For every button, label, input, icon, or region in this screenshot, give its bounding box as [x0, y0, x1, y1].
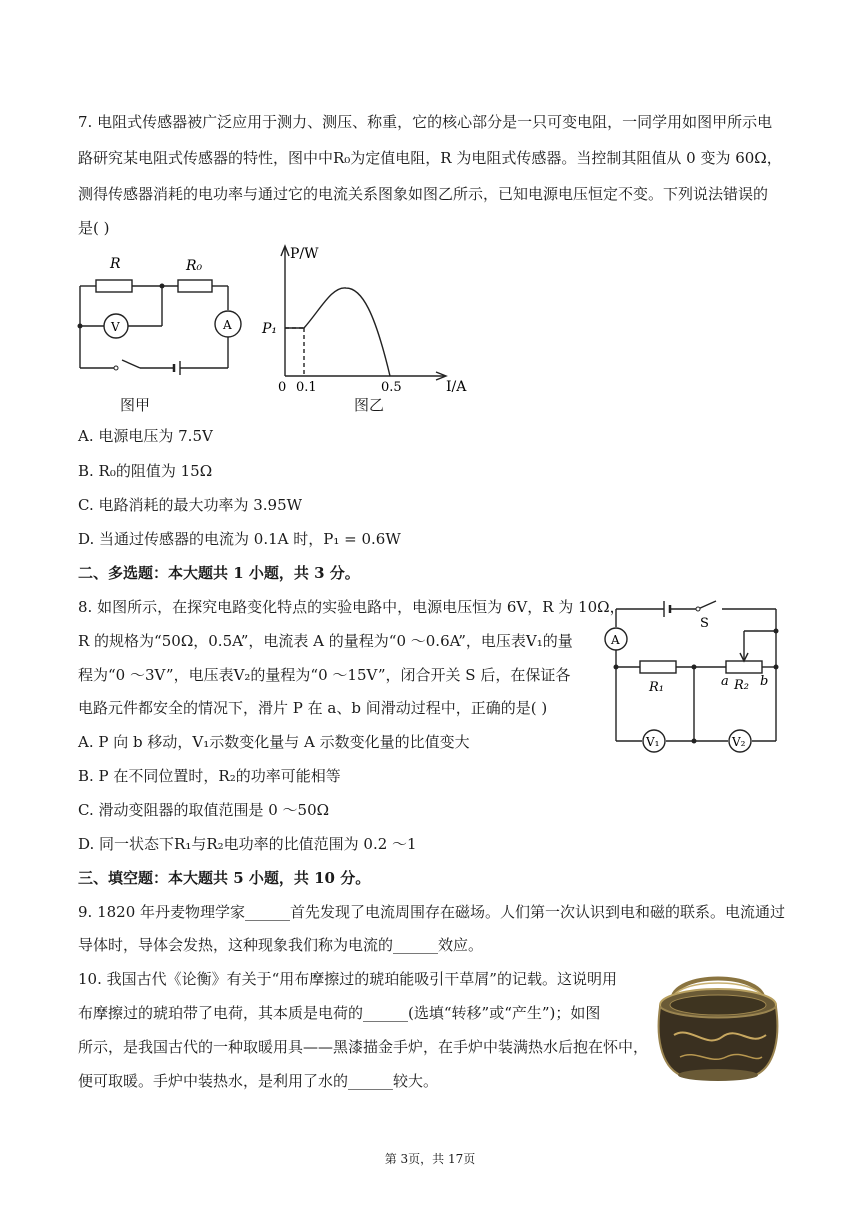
q7-line-1: 7. 电阻式传感器被广泛应用于测力、测压、称重，它的核心部分是一只可变电阻，一同学用如图甲所示电 — [78, 113, 773, 131]
q8-option-b: B. P 在不同位置时，R₂的功率可能相等 — [78, 767, 341, 785]
x-tick-0-1: 0.1 — [296, 380, 317, 394]
power-curve — [285, 288, 390, 376]
q8-ammeter-label: A — [611, 633, 620, 647]
q8-line-2: R 的规格为“50Ω，0.5A”，电流表 A 的量程为“0 ～0.6A”，电压表V₁的量 — [78, 632, 573, 650]
q8-line-3: 程为“0 ～3V”，电压表V₂的量程为“0 ～15V”，闭合开关 S 后，在保证各 — [78, 666, 571, 684]
q7-option-d: D. 当通过传感器的电流为 0.1A 时，P₁ = 0.6W — [78, 530, 401, 548]
q9-line-1: 9. 1820 年丹麦物理学家______首先发现了电流周围存在磁场。人们第一次认识到电和磁的联系。电流通过 — [78, 903, 786, 921]
q8-option-d: D. 同一状态下R₁与R₂电功率的比值范围为 0.2 ～1 — [78, 835, 417, 853]
page-footer: 第 3页，共 17页 — [384, 1152, 476, 1166]
q7-option-b: B. R₀的阻值为 15Ω — [78, 462, 213, 480]
label-r: R — [110, 256, 121, 272]
q7-option-c: C. 电路消耗的最大功率为 3.95W — [78, 496, 303, 514]
x-tick-0-5: 0.5 — [381, 380, 402, 394]
q8-line-4: 电路元件都安全的情况下，滑片 P 在 a、b 间滑动过程中，正确的是( ) — [78, 699, 548, 717]
q10-line-1: 10. 我国古代《论衡》有关于“用布摩擦过的琥珀能吸引干草屑”的记载。这说明用 — [78, 970, 617, 988]
ammeter-label: A — [223, 318, 232, 332]
circuit-figure-q8 — [596, 595, 786, 755]
label-r0: R₀ — [186, 258, 203, 274]
terminal-b-label: b — [760, 674, 769, 689]
q7-line-4: 是( ) — [78, 219, 110, 237]
y-axis-label: P/W — [290, 246, 319, 262]
q7-line-2: 路研究某电阻式传感器的特性，图中中R₀为定值电阻，R 为电阻式传感器。当控制其阻值从 0 变为 60Ω， — [78, 149, 782, 167]
r2-label: R₂ — [734, 678, 749, 693]
voltmeter-label: V — [111, 320, 120, 334]
v2-label: V₂ — [732, 735, 746, 749]
q8-option-a: A. P 向 b 移动，V₁示数变化量与 A 示数变化量的比值变大 — [78, 733, 470, 751]
section-3-heading: 三、填空题：本大题共 5 小题，共 10 分。 — [78, 869, 371, 887]
q8-line-1: 8. 如图所示，在探究电路变化特点的实验电路中，电源电压恒为 6V，R 为 10Ω， — [78, 598, 625, 616]
x-tick-0: 0 — [278, 380, 287, 394]
q10-line-2: 布摩擦过的琥珀带了电荷，其本质是电荷的______(选填“转移”或“产生”)；如图 — [78, 1004, 601, 1022]
q10-line-3: 所示，是我国古代的一种取暖用具——黑漆描金手炉，在手炉中装满热水后抱在怀中， — [78, 1038, 649, 1056]
caption-yi: 图乙 — [354, 396, 385, 414]
caption-jia: 图甲 — [120, 396, 151, 414]
terminal-a-label: a — [721, 674, 729, 689]
switch-s-label: S — [700, 616, 709, 631]
section-2-heading: 二、多选题：本大题共 1 小题，共 3 分。 — [78, 564, 360, 582]
circuit-figure-jia — [70, 250, 250, 385]
p1-label: P₁ — [262, 321, 278, 337]
q7-option-a: A. 电源电压为 7.5V — [78, 427, 213, 445]
x-axis-label: I/A — [446, 379, 467, 394]
hand-warmer-image — [650, 965, 786, 1083]
q10-line-4: 便可取暖。手炉中装热水，是利用了水的______较大。 — [78, 1072, 439, 1090]
q8-option-c: C. 滑动变阻器的取值范围是 0 ～50Ω — [78, 801, 330, 819]
v1-label: V₁ — [646, 735, 660, 749]
q7-line-3: 测得传感器消耗的电功率与通过它的电流关系图象如图乙所示，已知电源电压恒定不变。下列说法错误的 — [78, 185, 769, 203]
q9-line-2: 导体时，导体会发热，这种现象我们称为电流的______效应。 — [78, 936, 484, 954]
resistor-r0 — [178, 280, 212, 292]
graph-figure-yi — [250, 238, 490, 394]
resistor-r — [96, 280, 132, 292]
r1-label: R₁ — [649, 680, 664, 695]
